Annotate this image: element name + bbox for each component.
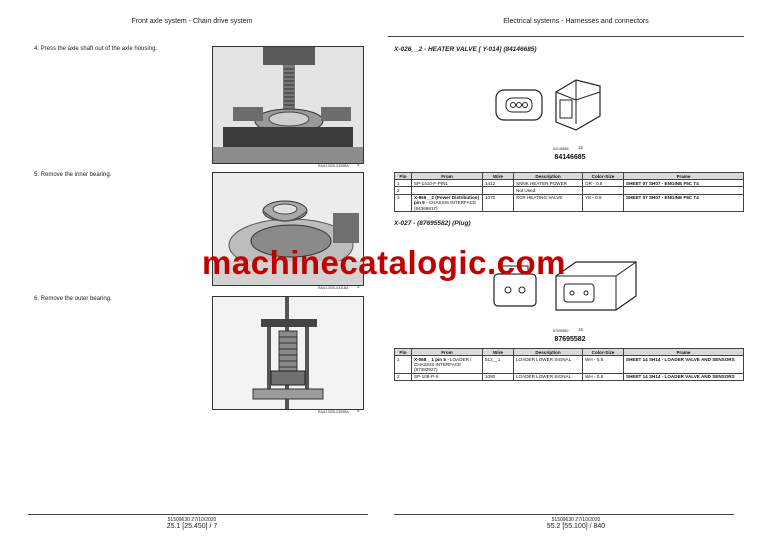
- right-footer-rule: [394, 514, 734, 515]
- right-page-header: Electrical systems - Harnesses and connectors: [503, 18, 649, 25]
- cell-from: [412, 187, 483, 194]
- left-footer-page: 25.1 [25.450] / 7: [166, 523, 218, 530]
- fig-5-caption: RAIL13SSL0311BA: [318, 286, 349, 290]
- left-page-header: Front axle system - Chain drive system: [131, 18, 253, 25]
- table-header-row: [395, 173, 744, 180]
- col-from: From: [412, 349, 483, 356]
- connector-2-part-number: 87695582: [554, 336, 586, 343]
- step-4-text: 4. Press the axle shaft out of the axle housing.: [34, 46, 158, 52]
- left-footer-rule: [28, 514, 368, 515]
- cell-from-bold: X-068__1 pin 5: [414, 356, 446, 362]
- col-frame: Frame: [624, 173, 744, 180]
- col-pin: Pin: [395, 349, 412, 356]
- col-color-size: Color-Size: [583, 349, 624, 356]
- cell-wire: [483, 187, 514, 194]
- cell-frame: SHEET 14 SH14 - LOADER VALVE AND SENSORS: [624, 356, 744, 374]
- cell-description: SNNK HEATER POWER: [514, 180, 583, 187]
- cell-from-bold: X-966__2 (Power Distribution) pin 9: [414, 195, 480, 206]
- connector-1-fig-caption: 84146685: [553, 147, 569, 151]
- table-header-row: [395, 349, 744, 356]
- cell-description: LOADER LOWER SIGNAL: [514, 373, 583, 380]
- cell-wire: 1070: [483, 194, 514, 212]
- connector-2-fig-caption: 87695582: [553, 329, 569, 333]
- cell-description: Not Used: [514, 187, 583, 194]
- right-footer: [384, 517, 768, 530]
- step-6-text: 6. Remove the outer bearing.: [34, 296, 112, 302]
- cell-from: [412, 194, 483, 212]
- col-from: From: [412, 173, 483, 180]
- table-row: [395, 356, 744, 374]
- table-row: [395, 194, 744, 212]
- right-footer-page: 55.2 [55.100] / 840: [546, 523, 606, 530]
- table-row: [395, 373, 744, 380]
- connector-1-fig-number: 15: [578, 145, 584, 150]
- cell-pin: 1: [395, 180, 412, 187]
- cell-from: [412, 356, 483, 374]
- col-wire: Wire: [483, 173, 514, 180]
- fig-4-caption: RAIL13SSL0308BA: [318, 164, 349, 168]
- col-description: Description: [514, 173, 583, 180]
- cell-frame: SHEET 14 SH14 - LOADER VALVE AND SENSORS: [624, 373, 744, 380]
- col-wire: Wire: [483, 349, 514, 356]
- cell-pin: 1: [395, 356, 412, 374]
- fig-5-number: 5: [357, 284, 360, 289]
- cell-wire: 1080: [483, 373, 514, 380]
- cell-wire: 1412: [483, 180, 514, 187]
- cell-wire: 512__1: [483, 356, 514, 374]
- table-row: [395, 187, 744, 194]
- cell-from: [412, 373, 483, 380]
- left-footer-code: 51509630 27/10/2020: [167, 517, 217, 523]
- right-header-rule: [388, 36, 744, 37]
- cell-frame: [624, 187, 744, 194]
- connector-2-pin-table: [394, 348, 744, 381]
- cell-from-text: SP-1410-F-PIN1: [414, 180, 448, 186]
- axle-press-photo: [212, 46, 364, 164]
- cell-from-text: SP-108-P-X: [414, 374, 439, 380]
- connector-1-part-number: 84146685: [554, 154, 586, 161]
- watermark-text: machinecatalogic.com: [202, 244, 566, 281]
- right-footer-code: 51509630 27/10/2020: [551, 517, 601, 523]
- cell-from: [412, 180, 483, 187]
- cell-pin: 2: [395, 187, 412, 194]
- cell-from-text: - LOADER / CHASSIS INTERFACE (87382927): [414, 356, 472, 373]
- cell-color-size: YE - 0.8: [583, 194, 624, 212]
- cell-description: SCR HEATING VALVE: [514, 194, 583, 212]
- cell-frame: SHEET 07 SH07 - ENGINE F5C T4: [624, 180, 744, 187]
- connector-1-pin-table: [394, 172, 744, 212]
- col-frame: Frame: [624, 349, 744, 356]
- col-pin: Pin: [395, 173, 412, 180]
- outer-bearing-photo: [212, 296, 364, 410]
- cell-color-size: OR - 0.8: [583, 180, 624, 187]
- cell-frame: SHEET 07 SH07 - ENGINE F5C T4: [624, 194, 744, 212]
- fig-6-number: 6: [357, 408, 360, 413]
- step-5-text: 5. Remove the inner bearing.: [34, 172, 112, 178]
- fig-4-number: 4: [357, 162, 360, 167]
- cell-description: LOADER LOWER SIGNAL: [514, 356, 583, 374]
- cell-color-size: [583, 187, 624, 194]
- cell-from-text: - CHASSIS INTERFACE (84369917): [414, 200, 477, 211]
- cell-color-size: WH - 0.8: [583, 373, 624, 380]
- table-row: [395, 180, 744, 187]
- fig-6-caption: RAIL13SSL0309BA: [318, 410, 349, 414]
- col-color-size: Color-Size: [583, 173, 624, 180]
- left-footer: [0, 517, 384, 530]
- col-description: Description: [514, 349, 583, 356]
- cell-pin: 2: [395, 373, 412, 380]
- connector-1-title: X-026__2 - HEATER VALVE [ Y-014] (84146685): [394, 46, 537, 53]
- connector-1-illustration: [486, 62, 610, 146]
- cell-color-size: WH - 0.8: [583, 356, 624, 374]
- connector-2-fig-number: 16: [578, 327, 584, 332]
- cell-pin: 3: [395, 194, 412, 212]
- connector-2-title: X-027 - (87695582) (Plug): [394, 220, 471, 227]
